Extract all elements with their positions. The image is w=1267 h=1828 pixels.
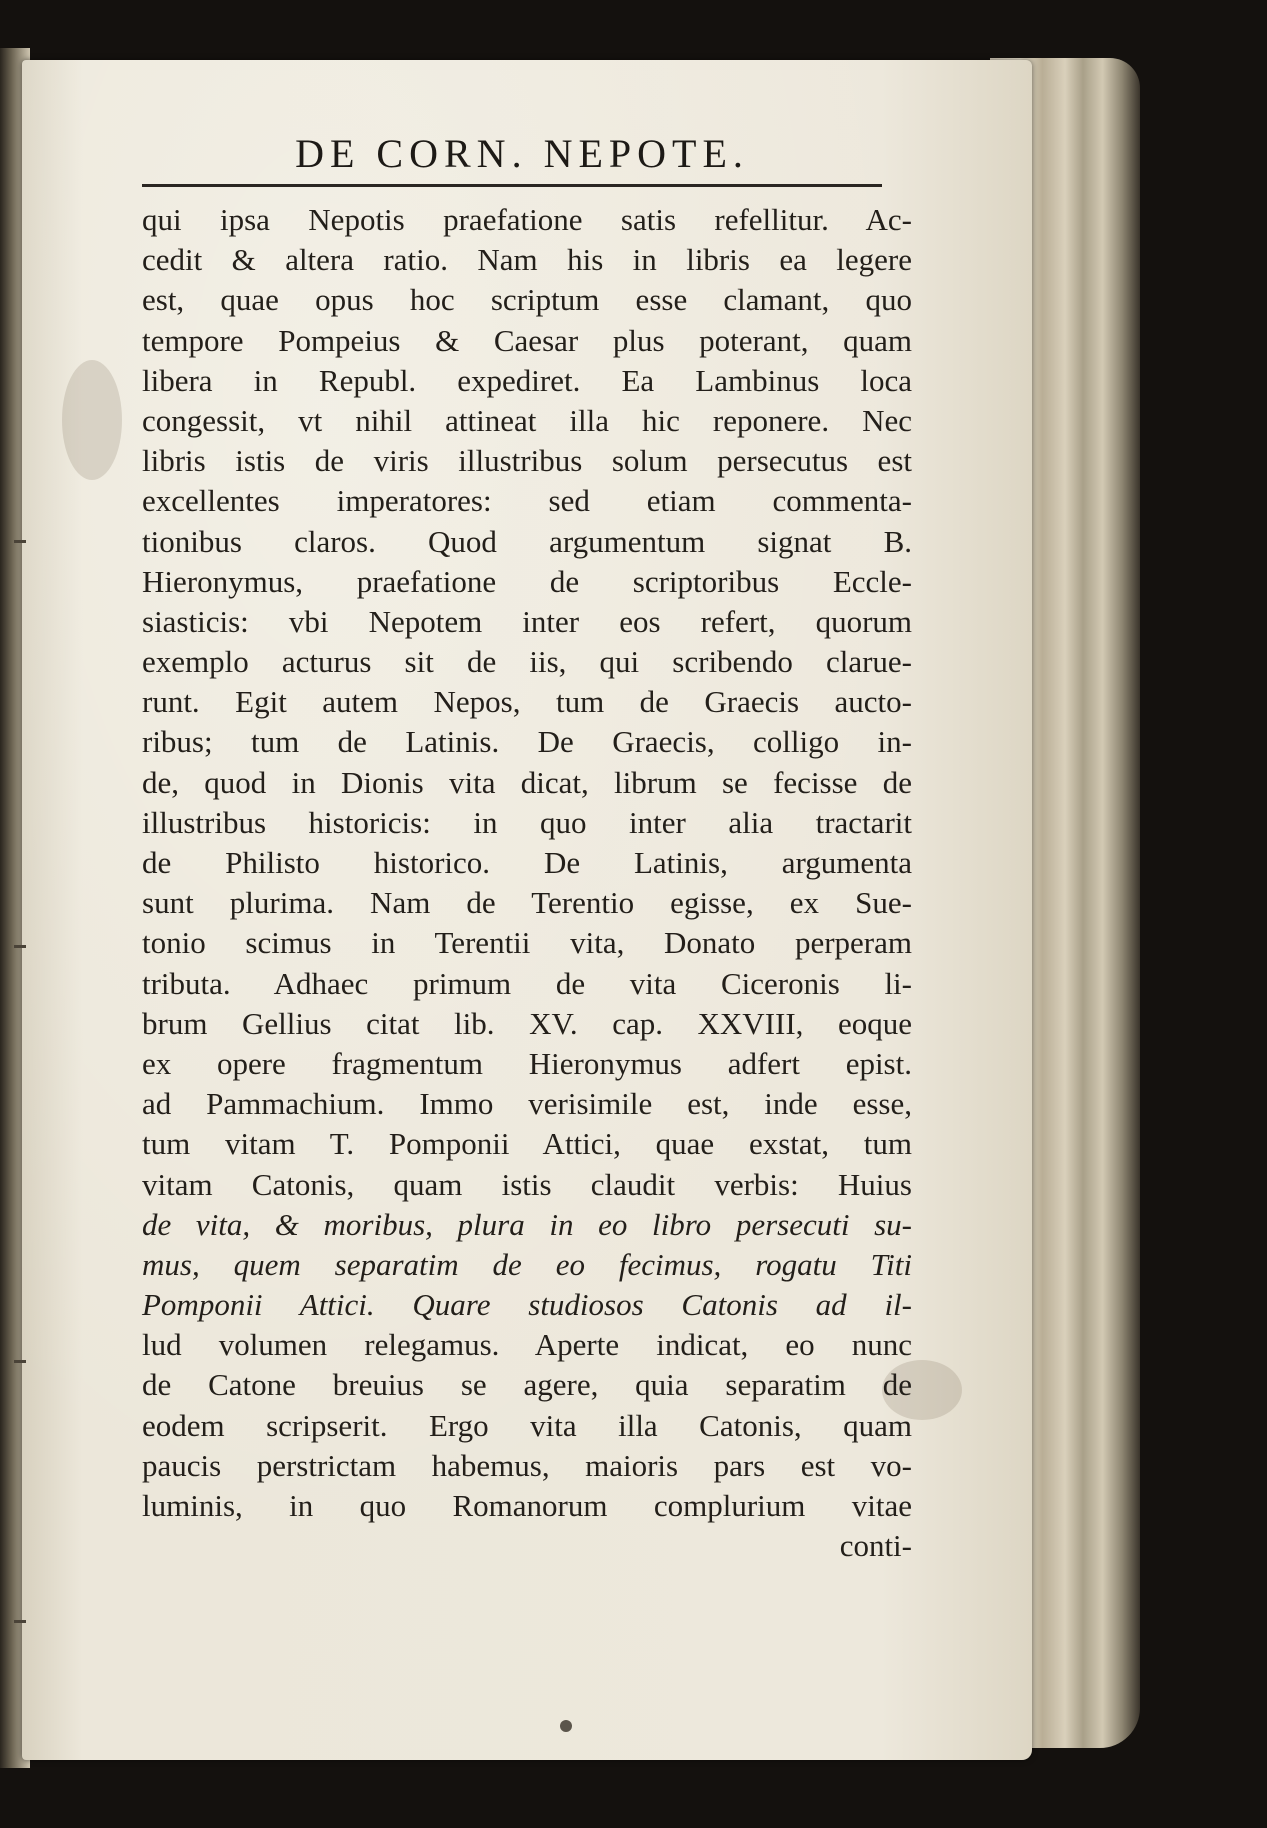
text-line: tionibus claros. Quod argumentum signat B. [142,523,912,559]
binding-thread-mark [14,540,26,543]
text-line: de, quod in Dionis vita dicat, librum se fecisse de [142,764,912,800]
text-line: tempore Pompeius & Caesar plus poterant, quam [142,322,912,358]
text-line: runt. Egit autem Nepos, tum de Graecis aucto- [142,684,912,720]
binding-thread-mark [14,1360,26,1363]
text-line: qui ipsa Nepotis praefatione satis refellitur. Ac- [142,202,912,237]
text-line: Pomponii Attici. Quare studiosos Catonis ad il- [142,1287,912,1323]
text-line: sunt plurima. Nam de Terentio egisse, ex Sue- [142,885,912,921]
text-line: ribus; tum de Latinis. De Graecis, colligo in- [142,724,912,760]
text-line: congessit, vt nihil attineat illa hic reponere. Nec [142,402,912,438]
book-page [22,60,1032,1760]
text-line: libera in Republ. expediret. Ea Lambinus loca [142,362,912,398]
text-line: eodem scripserit. Ergo vita illa Catonis, quam [142,1407,912,1443]
binding-thread-mark [14,945,26,948]
text-line: exemplo acturus sit de iis, qui scribendo clarue- [142,644,912,680]
text-line: paucis perstrictam habemus, maioris pars est vo- [142,1447,912,1483]
text-line: excellentes imperatores: sed etiam commenta- [142,483,912,519]
text-line: est, quae opus hoc scriptum esse clamant, quo [142,282,912,318]
binding-thread-mark [14,1620,26,1623]
text-line: ad Pammachium. Immo verisimile est, inde esse, [142,1086,912,1122]
header-rule [142,184,882,187]
text-line: mus, quem separatim de eo fecimus, rogatu Titi [142,1246,912,1282]
text-line: de Catone breuius se agere, quia separatim de [142,1367,912,1403]
text-line: tonio scimus in Terentii vita, Donato perperam [142,925,912,961]
text-line: illustribus historicis: in quo inter alia tractarit [142,804,912,840]
text-line: lud volumen relegamus. Aperte indicat, eo nunc [142,1327,912,1363]
paper-stain [62,360,122,480]
catchword: conti- [839,1528,912,1564]
running-head: DE CORN. NEPOTE. [295,131,749,176]
text-line: tum vitam T. Pomponii Attici, quae exstat, tum [142,1126,912,1162]
text-line: brum Gellius citat lib. XV. cap. XXVIII, eoque [142,1005,912,1041]
text-line: tributa. Adhaec primum de vita Ciceronis li- [142,965,912,1001]
text-line: siasticis: vbi Nepotem inter eos refert, quorum [142,603,912,639]
text-line: ex opere fragmentum Hieronymus adfert epist. [142,1045,912,1081]
ink-spot [560,1720,572,1732]
text-line: de vita, & moribus, plura in eo libro persecuti su- [142,1206,912,1242]
text-line: vitam Catonis, quam istis claudit verbis: Huius [142,1166,912,1202]
text-line: de Philisto historico. De Latinis, argumenta [142,845,912,880]
text-line: cedit & altera ratio. Nam his in libris ea legere [142,242,912,278]
text-line: luminis, in quo Romanorum complurium vitae [142,1488,912,1523]
text-line: Hieronymus, praefatione de scriptoribus Eccle- [142,563,912,599]
body-text [142,200,912,1566]
text-line: libris istis de viris illustribus solum persecutus est [142,443,912,479]
